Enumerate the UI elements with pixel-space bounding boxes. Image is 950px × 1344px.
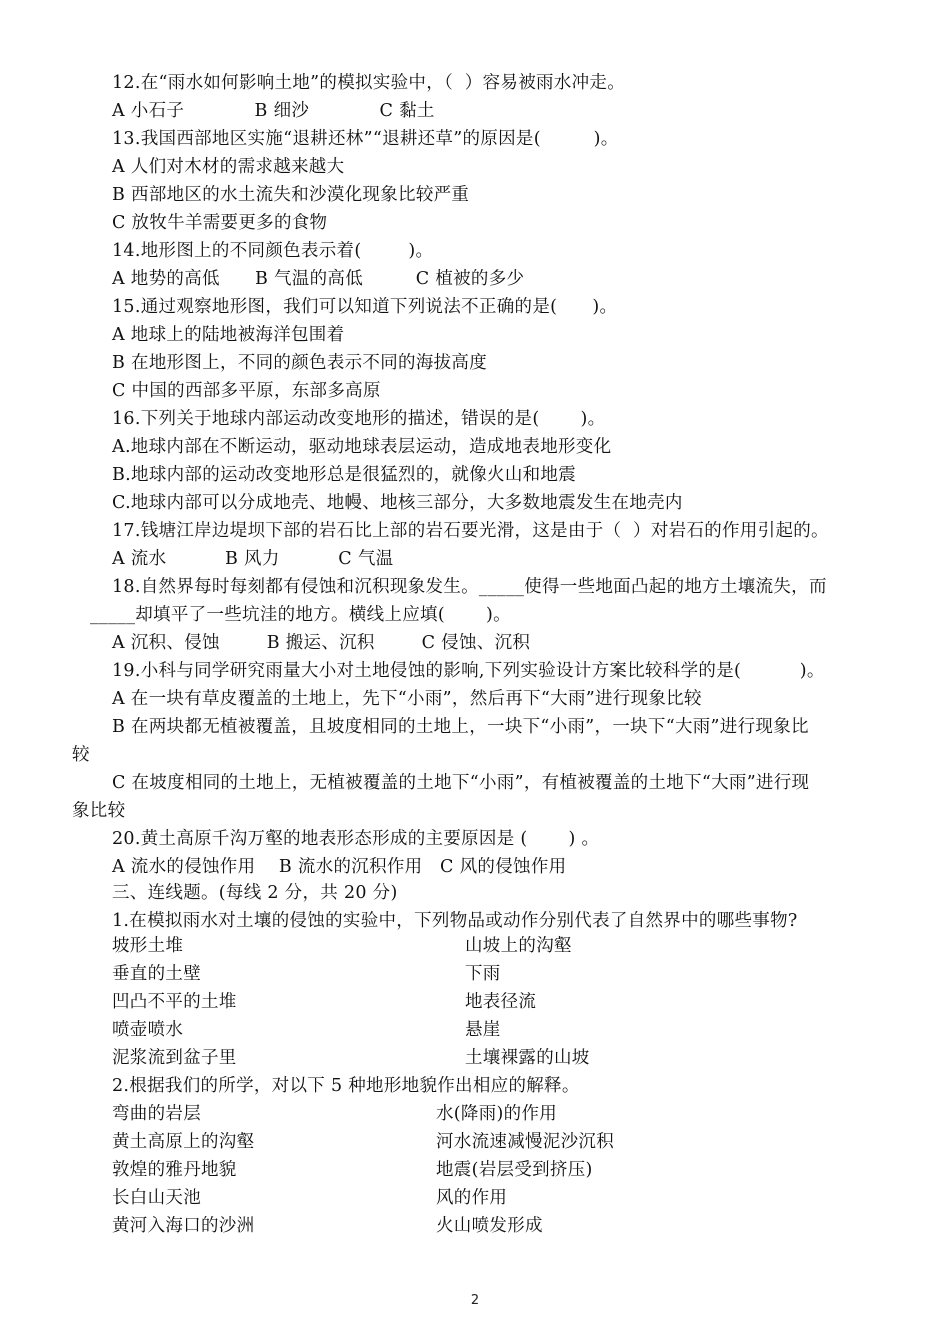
q20-options: A 流水的侵蚀作用 B 流水的沉积作用 C 风的侵蚀作用 bbox=[112, 857, 567, 877]
q19-option-b: B 在两块都无植被覆盖，且坡度相同的土地上，一块下“小雨”，一块下“大雨”进行现象比 bbox=[112, 717, 809, 737]
q18-stem-cont: _____却填平了一些坑洼的地方。横线上应填( )。 bbox=[90, 605, 511, 625]
matching-q1-stem: 1.在模拟雨水对土壤的侵蚀的实验中，下列物品或动作分别代表了自然界中的哪些事物? bbox=[112, 911, 798, 931]
q19-option-c-cont: 象比较 bbox=[72, 801, 126, 821]
match1-right-0: 山坡上的沟壑 bbox=[465, 936, 572, 956]
q18-options: A 沉积、侵蚀 B 搬运、沉积 C 侵蚀、沉积 bbox=[112, 633, 531, 653]
q17-options: A 流水 B 风力 C 气温 bbox=[112, 549, 394, 569]
q14-options: A 地势的高低 B 气温的高低 C 植被的多少 bbox=[112, 269, 525, 289]
match2-right-1: 河水流速减慢泥沙沉积 bbox=[436, 1132, 614, 1152]
match1-right-2: 地表径流 bbox=[465, 992, 537, 1012]
q19-option-b-cont: 较 bbox=[72, 745, 90, 765]
match1-right-1: 下雨 bbox=[465, 964, 501, 984]
match2-right-2: 地震(岩层受到挤压) bbox=[436, 1160, 593, 1180]
match2-left-1: 黄土高原上的沟壑 bbox=[112, 1132, 255, 1152]
page-number: 2 bbox=[470, 1293, 480, 1308]
match2-right-3: 风的作用 bbox=[436, 1188, 508, 1208]
q17-stem: 17.钱塘江岸边堤坝下部的岩石比上部的岩石要光滑，这是由于（ ）对岩石的作用引起的。 bbox=[112, 521, 829, 541]
match1-left-1: 垂直的土壁 bbox=[112, 964, 201, 984]
q19-option-c: C 在坡度相同的土地上，无植被覆盖的土地下“小雨”，有植被覆盖的土地下“大雨”进行现 bbox=[112, 773, 810, 793]
match2-left-0: 弯曲的岩层 bbox=[112, 1104, 201, 1124]
q16-option-a: A.地球内部在不断运动，驱动地球表层运动，造成地表地形变化 bbox=[112, 437, 612, 457]
q12-options: A 小石子 B 细沙 C 黏土 bbox=[112, 101, 435, 121]
match2-right-4: 火山喷发形成 bbox=[436, 1216, 543, 1236]
q16-stem: 16.下列关于地球内部运动改变地形的描述，错误的是( )。 bbox=[112, 409, 606, 429]
section-matching-heading: 三、连线题。(每线 2 分，共 20 分) bbox=[112, 883, 398, 903]
match2-left-3: 长白山天池 bbox=[112, 1188, 201, 1208]
q12-stem: 12.在“雨水如何影响土地”的模拟实验中，（ ）容易被雨水冲走。 bbox=[112, 73, 625, 93]
q15-option-a: A 地球上的陆地被海洋包围着 bbox=[112, 325, 345, 345]
match1-left-0: 坡形土堆 bbox=[112, 936, 184, 956]
q13-stem: 13.我国西部地区实施“退耕还林”“退耕还草”的原因是( )。 bbox=[112, 129, 619, 149]
q20-stem: 20.黄土高原千沟万壑的地表形态形成的主要原因是 ( ) 。 bbox=[112, 829, 600, 849]
match1-right-3: 悬崖 bbox=[465, 1020, 501, 1040]
match1-left-4: 泥浆流到盆子里 bbox=[112, 1048, 237, 1068]
q13-option-c: C 放牧牛羊需要更多的食物 bbox=[112, 213, 328, 233]
match2-left-2: 敦煌的雅丹地貌 bbox=[112, 1160, 237, 1180]
q15-option-b: B 在地形图上，不同的颜色表示不同的海拔高度 bbox=[112, 353, 488, 373]
q14-stem: 14.地形图上的不同颜色表示着( )。 bbox=[112, 241, 434, 261]
q15-option-c: C 中国的西部多平原，东部多高原 bbox=[112, 381, 381, 401]
match1-left-3: 喷壶喷水 bbox=[112, 1020, 184, 1040]
match2-left-4: 黄河入海口的沙洲 bbox=[112, 1216, 255, 1236]
q15-stem: 15.通过观察地形图，我们可以知道下列说法不正确的是( )。 bbox=[112, 297, 618, 317]
q16-option-b: B.地球内部的运动改变地形总是很猛烈的，就像火山和地震 bbox=[112, 465, 577, 485]
q13-option-a: A 人们对木材的需求越来越大 bbox=[112, 157, 345, 177]
q19-stem: 19.小科与同学研究雨量大小对土地侵蚀的影响,下列实验设计方案比较科学的是( )。 bbox=[112, 661, 825, 681]
match1-right-4: 土壤裸露的山坡 bbox=[465, 1048, 590, 1068]
q19-option-a: A 在一块有草皮覆盖的土地上，先下“小雨”，然后再下“大雨”进行现象比较 bbox=[112, 689, 702, 709]
q13-option-b: B 西部地区的水土流失和沙漠化现象比较严重 bbox=[112, 185, 470, 205]
q18-stem: 18.自然界每时每刻都有侵蚀和沉积现象发生。_____使得一些地面凸起的地方土壤流失，而 bbox=[112, 577, 827, 597]
q16-option-c: C.地球内部可以分成地壳、地幔、地核三部分，大多数地震发生在地壳内 bbox=[112, 493, 683, 513]
match1-left-2: 凹凸不平的土堆 bbox=[112, 992, 237, 1012]
match2-right-0: 水(降雨)的作用 bbox=[436, 1104, 558, 1124]
matching-q2-stem: 2.根据我们的所学，对以下 5 种地形地貌作出相应的解释。 bbox=[112, 1076, 580, 1096]
